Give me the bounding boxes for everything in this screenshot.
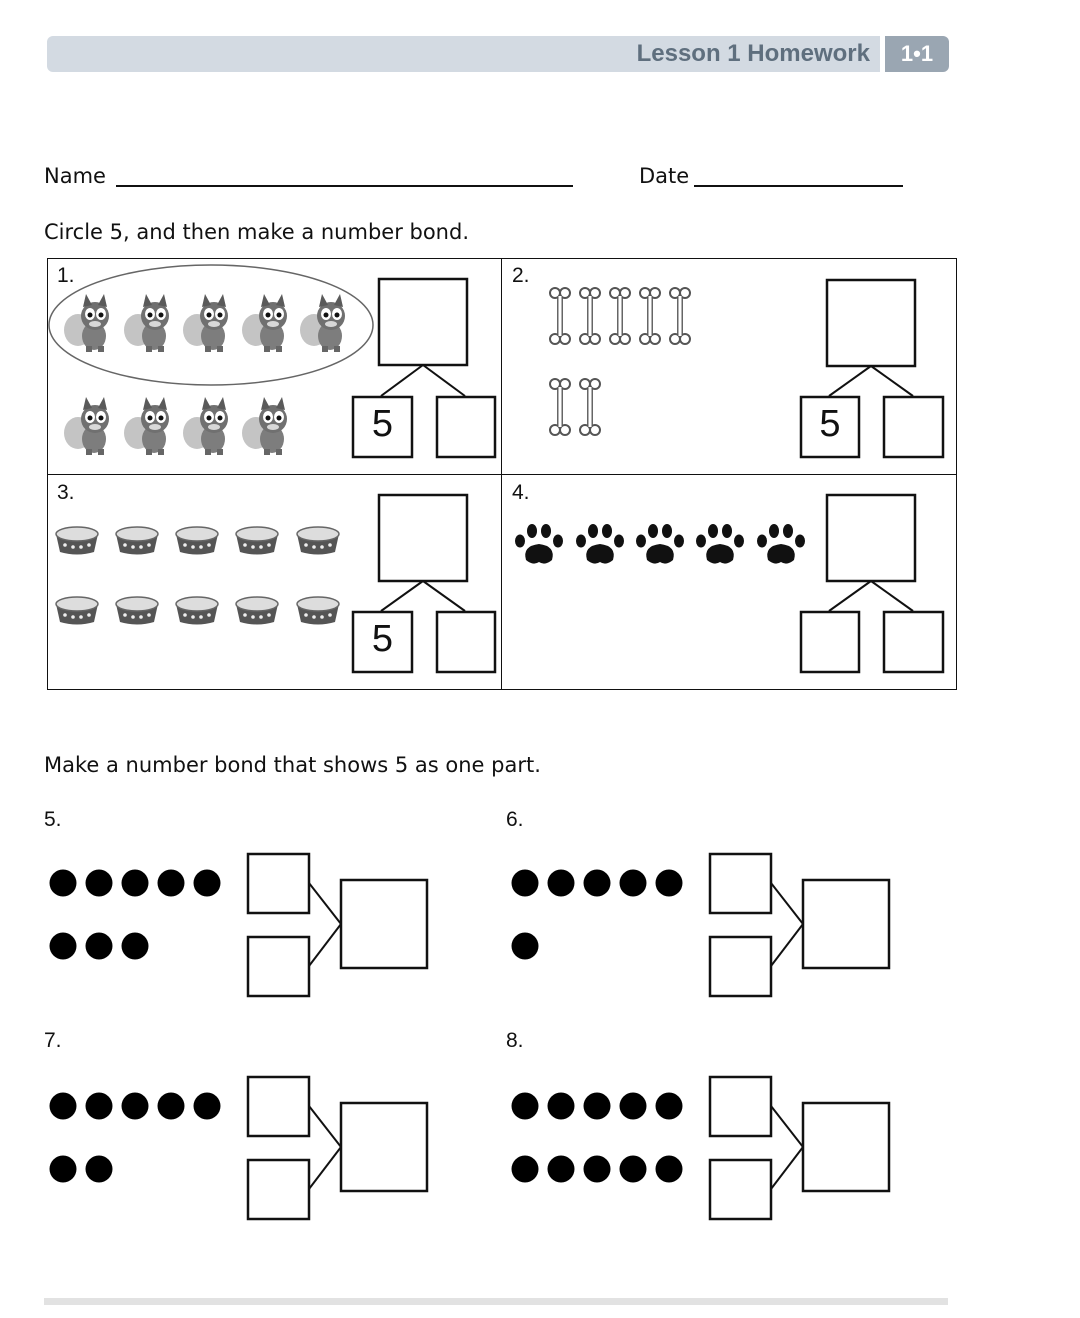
dot: [50, 933, 77, 960]
problem-number-3: 3.: [57, 481, 75, 504]
bond-part-box-top[interactable]: [248, 1077, 309, 1136]
bond-connector: [771, 924, 803, 966]
bond-part-box-bottom[interactable]: [710, 937, 771, 996]
bond-part-box-top[interactable]: [710, 854, 771, 913]
dot: [50, 1093, 77, 1120]
bond-connector: [309, 1147, 341, 1189]
squirrel-icon-row-1: [64, 294, 345, 352]
dot: [158, 870, 185, 897]
bond-part-box-bottom[interactable]: [710, 1160, 771, 1219]
dot: [584, 1156, 611, 1183]
bond-connector: [309, 1106, 341, 1147]
dot: [86, 870, 113, 897]
problem-4-drawing: [502, 475, 957, 690]
problem-number-8: 8.: [506, 1029, 524, 1052]
bowl-icon-row-2: [56, 597, 339, 625]
bond-part-box-top[interactable]: [248, 854, 309, 913]
date-field[interactable]: [694, 185, 903, 187]
bond-part-box-bottom[interactable]: [248, 1160, 309, 1219]
dot: [122, 870, 149, 897]
dot: [548, 1093, 575, 1120]
bond-connector: [309, 883, 341, 924]
bone-icon-row-2: [550, 379, 600, 435]
problem-number-4: 4.: [512, 481, 530, 504]
dot: [548, 870, 575, 897]
dot: [620, 870, 647, 897]
dot-problem-8: [512, 1077, 890, 1219]
footer-rule: [44, 1298, 948, 1305]
paw-icon-row: [515, 524, 805, 564]
dot: [86, 1093, 113, 1120]
dot: [122, 1093, 149, 1120]
dot: [512, 870, 539, 897]
problem-3-drawing: [48, 475, 501, 690]
bond-whole-box[interactable]: [803, 1103, 889, 1191]
bond-whole-box[interactable]: [341, 880, 427, 968]
problem-number-1: 1.: [57, 264, 75, 287]
dot: [122, 933, 149, 960]
dot: [86, 1156, 113, 1183]
dot-problem-5: [50, 854, 428, 996]
name-field[interactable]: [116, 185, 573, 187]
bone-icon-row-1: [550, 288, 690, 344]
lesson-code-badge: 1•1: [885, 36, 949, 72]
bowl-icon-row-1: [56, 527, 339, 555]
dot-problems-drawing: [0, 840, 1080, 1240]
problem-number-5: 5.: [44, 808, 62, 831]
problem-number-7: 7.: [44, 1029, 62, 1052]
lesson-title: Lesson 1 Homework: [636, 40, 870, 67]
dot: [50, 870, 77, 897]
dot: [512, 1093, 539, 1120]
dot: [50, 1156, 77, 1183]
dot: [512, 1156, 539, 1183]
dot: [86, 933, 113, 960]
dot-problem-7: [50, 1077, 428, 1219]
problem-number-6: 6.: [506, 808, 524, 831]
bond-3-given-part: 5: [371, 618, 394, 660]
dot: [656, 870, 683, 897]
instruction-circle-five: Circle 5, and then make a number bond.: [44, 220, 469, 244]
number-bond-4: [801, 495, 943, 672]
instruction-five-as-part: Make a number bond that shows 5 as one part.: [44, 753, 541, 777]
dot: [194, 870, 221, 897]
dot: [584, 870, 611, 897]
bond-1-given-part: 5: [371, 403, 394, 445]
dot: [512, 933, 539, 960]
bond-whole-box[interactable]: [803, 880, 889, 968]
date-label: Date: [639, 164, 690, 188]
bond-whole-box[interactable]: [341, 1103, 427, 1191]
bond-part-box-top[interactable]: [710, 1077, 771, 1136]
bond-connector: [771, 1147, 803, 1189]
squirrel-icon-row-2: [64, 397, 287, 455]
problem-number-2: 2.: [512, 264, 530, 287]
bond-connector: [309, 924, 341, 966]
dot: [620, 1156, 647, 1183]
dot: [620, 1093, 647, 1120]
name-label: Name: [44, 164, 106, 188]
problem-2-drawing: [502, 259, 957, 474]
dot-problem-6: [512, 854, 890, 996]
bond-2-given-part: 5: [819, 403, 841, 445]
problem-1-drawing: [48, 259, 501, 474]
bond-connector: [771, 883, 803, 924]
dot: [656, 1093, 683, 1120]
bond-connector: [771, 1106, 803, 1147]
dot: [194, 1093, 221, 1120]
dot: [158, 1093, 185, 1120]
bond-part-box-bottom[interactable]: [248, 937, 309, 996]
dot: [656, 1156, 683, 1183]
dot: [548, 1156, 575, 1183]
dot: [584, 1093, 611, 1120]
